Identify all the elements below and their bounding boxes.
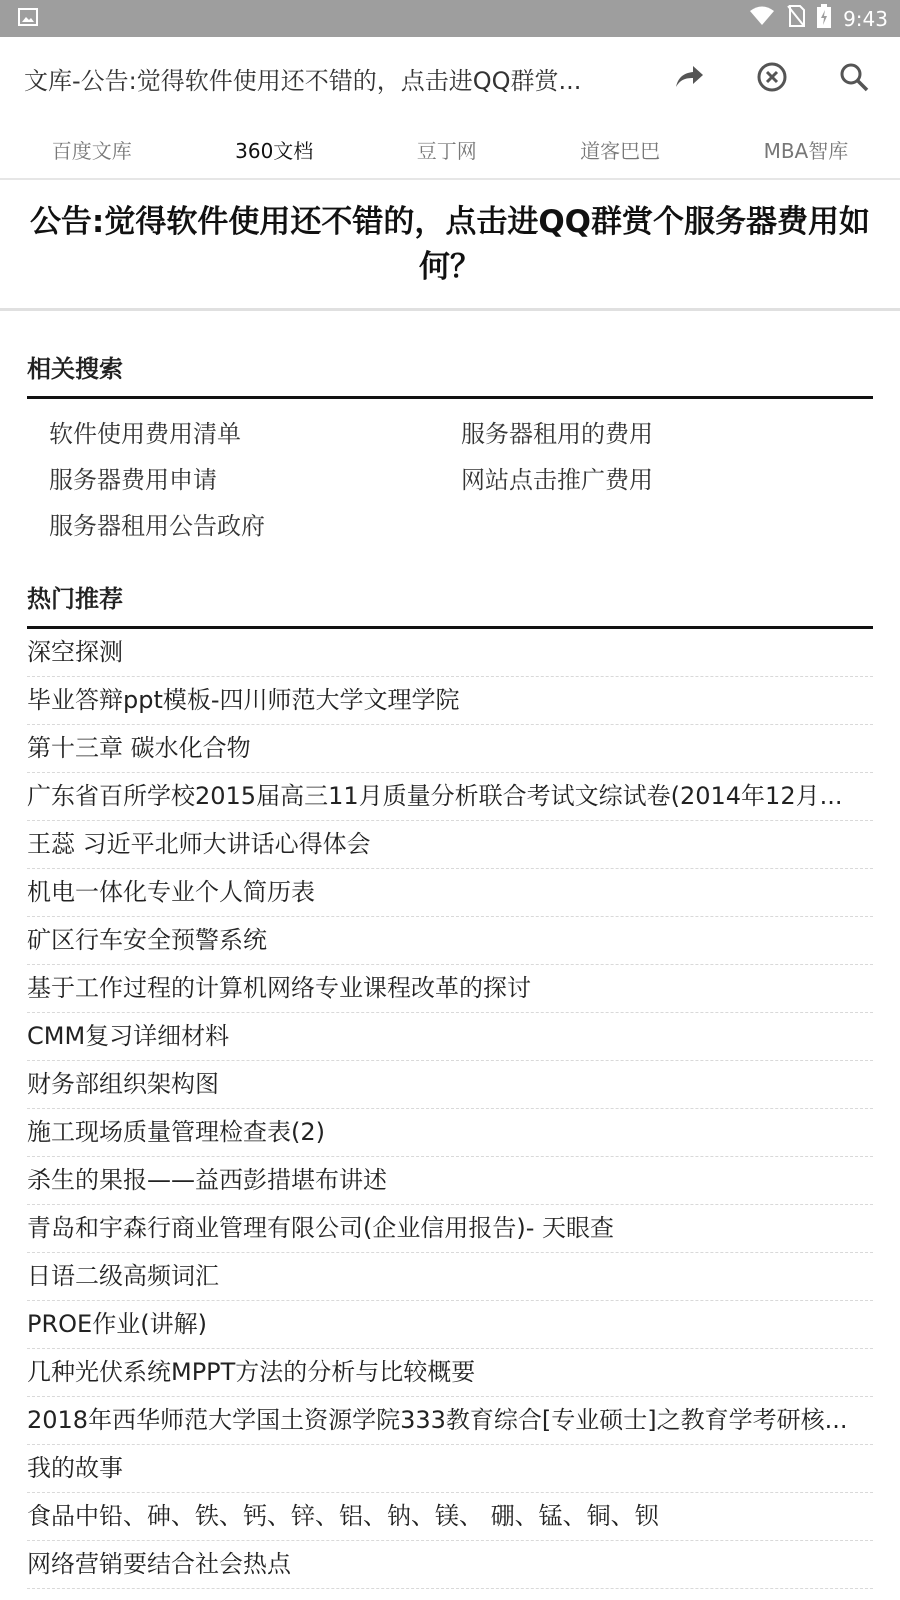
source-tabs	[0, 120, 900, 180]
list-item[interactable]: 王蕊 习近平北师大讲话心得体会	[27, 821, 873, 869]
list-item[interactable]: 第十三章 碳水化合物	[27, 725, 873, 773]
tab-mba-zhiku[interactable]: MBA智库	[763, 138, 849, 163]
related-search-link[interactable]: 软件使用费用清单	[49, 420, 241, 448]
list-item[interactable]: 机电一体化专业个人简历表	[27, 869, 873, 917]
search-icon	[839, 62, 869, 96]
list-item[interactable]: 网络营销要结合社会热点	[27, 1541, 873, 1589]
list-item[interactable]: 2018年西华师范大学国土资源学院333教育综合[专业硕士]之教育学考研核...	[27, 1397, 873, 1445]
wifi-icon	[749, 6, 775, 31]
app-bar	[0, 37, 900, 120]
share-button[interactable]	[668, 57, 712, 101]
list-item[interactable]: 食品中铅、砷、铁、钙、锌、铝、钠、镁、 硼、锰、铜、钡	[27, 1493, 873, 1541]
list-item[interactable]: 施工现场质量管理检查表(2)	[27, 1109, 873, 1157]
list-item[interactable]: 日语二级高频词汇	[27, 1253, 873, 1301]
related-search-list	[27, 399, 873, 541]
list-item[interactable]: 广东省百所学校2015届高三11月质量分析联合考试文综试卷(2014年12月...	[27, 773, 873, 821]
list-item[interactable]: 深空探测	[27, 629, 873, 677]
list-item[interactable]: 矿区行车安全预警系统	[27, 917, 873, 965]
share-icon	[675, 64, 705, 94]
related-search-link[interactable]: 服务器租用公告政府	[49, 512, 265, 540]
tab-baidu-wenku[interactable]: 百度文库	[51, 138, 132, 163]
article-headline: 公告:觉得软件使用还不错的，点击进QQ群赏个服务器费用如何？	[0, 180, 900, 311]
list-item[interactable]: CMM复习详细材料	[27, 1013, 873, 1061]
close-button[interactable]	[750, 57, 794, 101]
hot-recommend-section	[0, 541, 900, 1589]
related-search-link[interactable]: 服务器租用的费用	[461, 420, 653, 448]
page-title: 文库-公告:觉得软件使用还不错的，点击进QQ群赏...	[24, 67, 582, 95]
no-sim-icon	[787, 5, 805, 32]
image-notification-icon	[18, 7, 38, 31]
list-item[interactable]: 毕业答辩ppt模板-四川师范大学文理学院	[27, 677, 873, 725]
list-item[interactable]: 几种光伏系统MPPT方法的分析与比较概要	[27, 1349, 873, 1397]
search-button[interactable]	[832, 57, 876, 101]
hot-recommend-heading: 热门推荐	[27, 541, 873, 629]
list-item[interactable]: PROE作业(讲解)	[27, 1301, 873, 1349]
related-search-link[interactable]: 网站点击推广费用	[461, 466, 653, 494]
related-search-section	[0, 311, 900, 541]
close-circle-icon	[756, 61, 788, 97]
tab-doc88[interactable]: 道客巴巴	[580, 138, 661, 163]
list-item[interactable]: 杀生的果报——益西彭措堪布讲述	[27, 1157, 873, 1205]
tab-douding[interactable]: 豆丁网	[416, 138, 477, 163]
clock-time: 9:43	[843, 6, 888, 31]
related-search-link[interactable]: 服务器费用申请	[49, 466, 217, 494]
hot-recommend-list	[27, 629, 873, 1589]
status-bar	[0, 0, 900, 37]
tab-360-doc[interactable]: 360文档	[235, 138, 314, 163]
list-item[interactable]: 我的故事	[27, 1445, 873, 1493]
battery-charging-icon	[817, 4, 831, 33]
list-item[interactable]: 青岛和宇森行商业管理有限公司(企业信用报告)- 天眼查	[27, 1205, 873, 1253]
list-item[interactable]: 基于工作过程的计算机网络专业课程改革的探讨	[27, 965, 873, 1013]
list-item[interactable]: 财务部组织架构图	[27, 1061, 873, 1109]
related-search-heading: 相关搜索	[27, 311, 873, 399]
